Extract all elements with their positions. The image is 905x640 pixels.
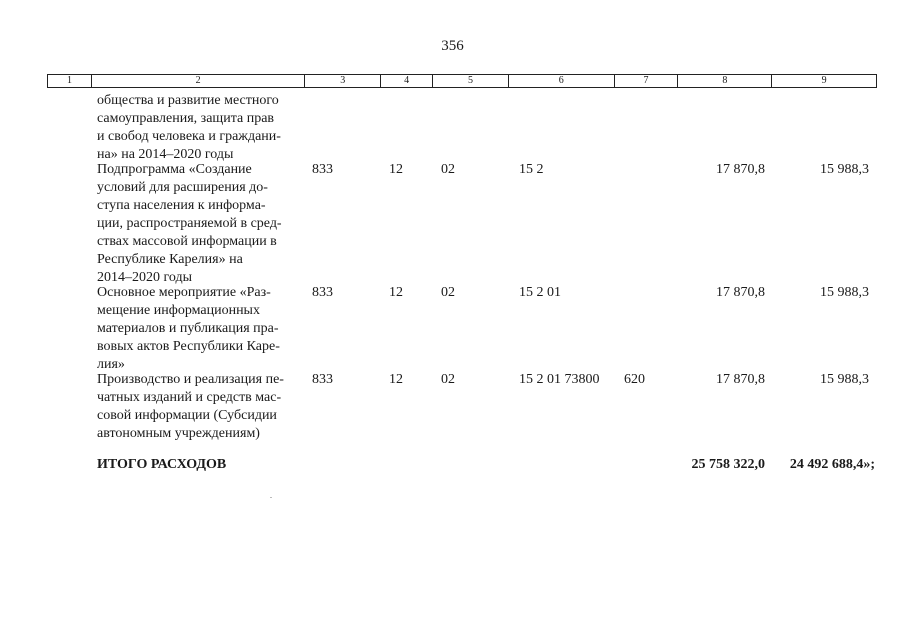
row-name: Производство и реализация пе- чатных изданий и средств мас- совой информации (Субсидии автономным учреждениям) (97, 372, 284, 441)
header-col-9: 9 (821, 75, 827, 86)
row-ministry-code: 833 (312, 285, 333, 300)
header-col-4: 4 (381, 75, 433, 87)
table-header-row (47, 74, 877, 88)
scan-speck (270, 497, 272, 498)
header-col-2: 2 (92, 75, 305, 87)
row-amount-col8: 17 870,8 (716, 372, 765, 387)
header-col-6: 6 (509, 75, 615, 87)
row-amount-col8: 17 870,8 (716, 162, 765, 177)
header-col-8: 8 (678, 75, 772, 87)
total-amount-col9: 24 492 688,4»; (789, 457, 875, 472)
page-number: 356 (441, 38, 464, 54)
row-name: общества и развитие местного самоуправления, защита прав и свобод человека и граждани- на» на 2014–2020 годы (97, 93, 281, 162)
total-label: ИТОГО РАСХОДОВ (97, 457, 227, 472)
row-expense-type: 620 (624, 372, 645, 387)
row-target-code: 15 2 01 (519, 285, 561, 300)
row-subsection-code: 02 (441, 285, 455, 300)
row-name: Подпрограмма «Создание условий для расширения до- ступа населения к информа- ции, распространяемой в сред- ствах массовой информации в Республике Карелия» на 2014–2020 годы (97, 162, 282, 285)
row-target-code: 15 2 (519, 162, 544, 177)
row-ministry-code: 833 (312, 162, 333, 177)
header-col-1: 1 (48, 75, 92, 87)
header-col-5: 5 (433, 75, 509, 87)
row-subsection-code: 02 (441, 372, 455, 387)
row-subsection-code: 02 (441, 162, 455, 177)
row-section-code: 12 (389, 372, 403, 387)
header-col-3: 3 (305, 75, 381, 87)
row-amount-col9: 15 988,3 (820, 162, 869, 177)
row-amount-col8: 17 870,8 (716, 285, 765, 300)
header-col-7: 7 (615, 75, 679, 87)
row-amount-col9: 15 988,3 (820, 285, 869, 300)
row-section-code: 12 (389, 162, 403, 177)
row-amount-col9: 15 988,3 (820, 372, 869, 387)
row-name: Основное мероприятие «Раз- мещение информационных материалов и публикация пра- вовых актов Республики Каре- лия» (97, 285, 280, 372)
row-section-code: 12 (389, 285, 403, 300)
total-amount-col8: 25 758 322,0 (691, 457, 765, 472)
row-ministry-code: 833 (312, 372, 333, 387)
row-target-code: 15 2 01 73800 (519, 372, 600, 387)
